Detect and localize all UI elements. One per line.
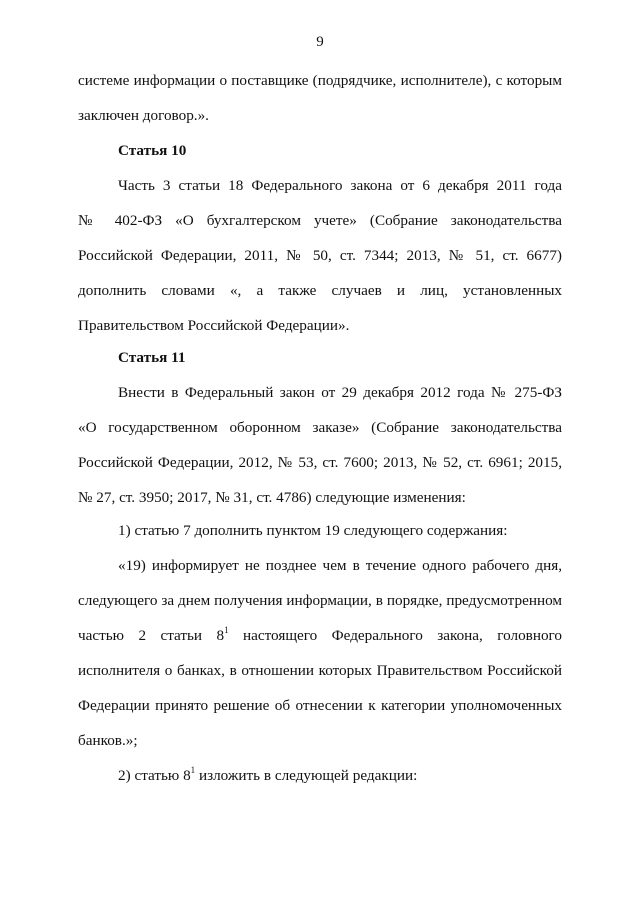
paragraph-line: банков.»; <box>78 732 138 749</box>
paragraph-line-with-superscript <box>118 766 562 786</box>
superscript: 1 <box>190 765 196 775</box>
line-text: изложить в следующей редакции: <box>195 767 418 784</box>
paragraph-line: заключен договор.». <box>78 107 209 124</box>
superscript: 1 <box>224 625 229 635</box>
paragraph-line: исполнителя о банках, в отношении которых Правительством Российской <box>78 662 562 679</box>
paragraph-line-with-superscript <box>78 626 562 646</box>
line-text: частью 2 статьи 8 <box>78 627 225 644</box>
page-number: 9 <box>316 34 324 50</box>
paragraph-line: «О государственном оборонном заказе» (Собрание законодательства <box>78 419 562 436</box>
paragraph-line: Внести в Федеральный закон от 29 декабря 2012 года № 275-ФЗ <box>118 384 562 401</box>
article-heading-10: Статья 10 <box>118 142 187 159</box>
paragraph-line: следующего за днем получения информации, в порядке, предусмотренном <box>78 592 562 609</box>
article-heading-11: Статья 11 <box>118 349 186 366</box>
paragraph-line: системе информации о поставщике (подрядчике, исполнителе), с которым <box>78 72 562 89</box>
paragraph-line: дополнить словами «, а также случаев и лиц, установленных <box>78 282 562 299</box>
line-text: 2) статью 8 <box>118 767 191 784</box>
paragraph-line: Федерации принято решение об отнесении к категории уполномоченных <box>78 697 562 714</box>
paragraph-line: 1) статью 7 дополнить пунктом 19 следующего содержания: <box>118 522 508 539</box>
paragraph-line: № 27, ст. 3950; 2017, № 31, ст. 4786) следующие изменения: <box>78 489 466 506</box>
paragraph-line: Часть 3 статьи 18 Федерального закона от 6 декабря 2011 года <box>118 177 562 194</box>
paragraph-line: Российской Федерации, 2012, № 53, ст. 7600; 2013, № 52, ст. 6961; 2015, <box>78 454 562 471</box>
paragraph-line: «19) информирует не позднее чем в течение одного рабочего дня, <box>118 557 562 574</box>
paragraph-line: Правительством Российской Федерации». <box>78 317 350 334</box>
line-text: настоящего Федерального закона, головного <box>228 627 562 644</box>
paragraph-line: № 402-ФЗ «О бухгалтерском учете» (Собрание законодательства <box>78 212 562 229</box>
paragraph-line: Российской Федерации, 2011, № 50, ст. 7344; 2013, № 51, ст. 6677) <box>78 247 562 264</box>
